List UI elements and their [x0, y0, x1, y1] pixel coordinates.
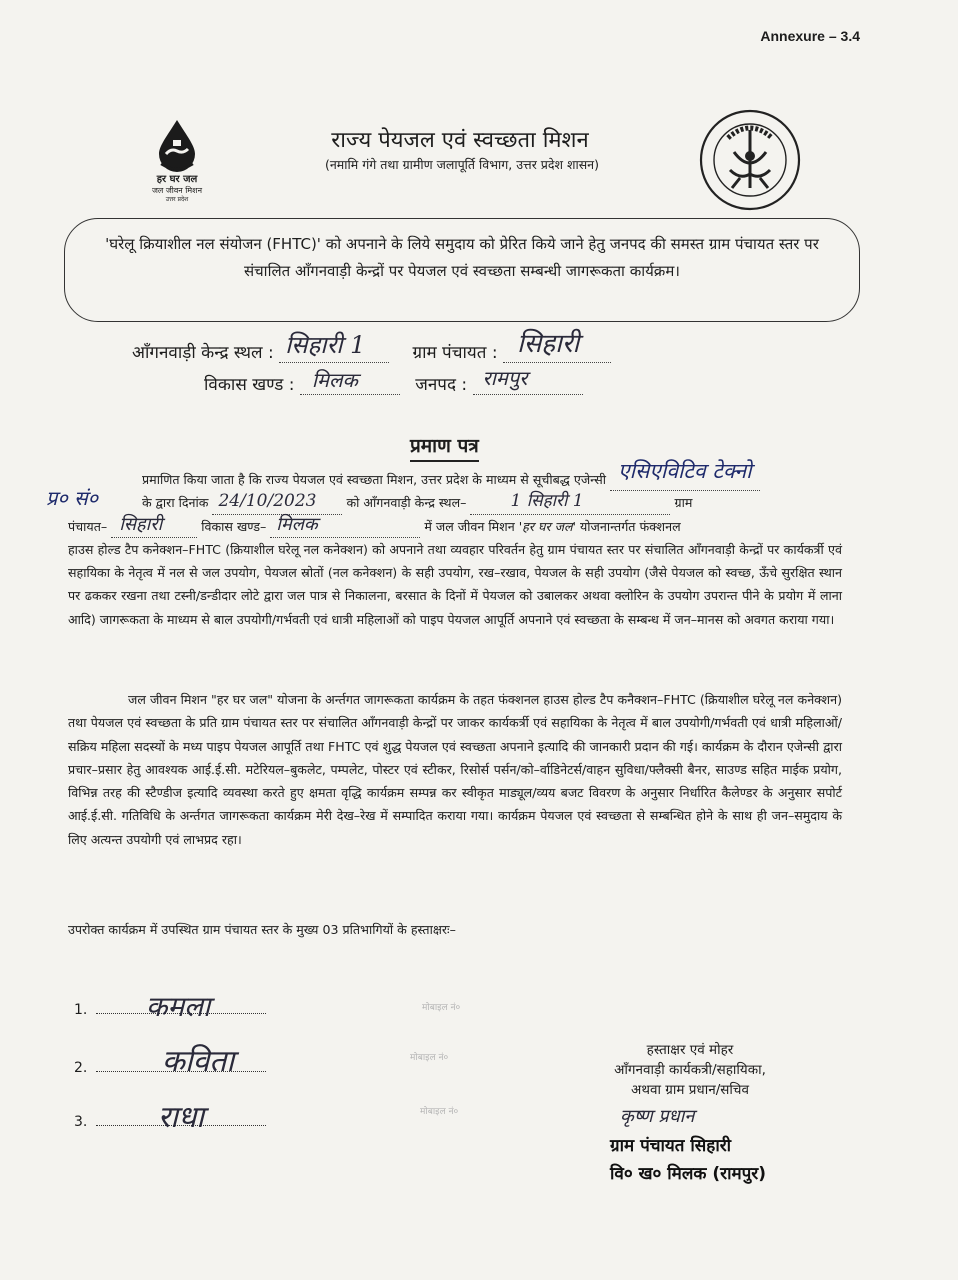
gp-line-blank: [111, 513, 197, 538]
block-blank: [300, 368, 400, 395]
block-handwritten: मिलक: [311, 368, 358, 392]
stamp-line-1: ग्राम पंचायत सिहारी: [610, 1136, 732, 1156]
block-label: विकास खण्ड :: [204, 375, 295, 395]
certificate-paragraph-2: जल जीवन मिशन "हर घर जल" योजना के अर्न्तगत जागरूकता कार्यक्रम के तहत फंक्शनल हाउस होल्ड टैप कनैक्शन–FHTC (क्रियाशील घरेलू नल कनेक्शन) तथा पेयजल एवं स्वच्छता के प्रति ग्राम पंचायत स्तर पर संचालित आँगनवाड़ी केन्द्रों पर जाकर कार्यकर्त्री एवं सहायिका के नेतृत्व में बाल उपयोगी/गर्भवती एवं धात्री महिलाओं/सक्रिय महिला सदस्यों के मध्य पाइप पेयजल आपूर्ति तथा FHTC एवं शुद्ध पेयजल एवं स्वच्छता अपनाने इत्यादि की जानकारी प्रदान की गई। कार्यक्रम के दौरान एजेन्सी द्वारा प्रचार–प्रसार हेतु आवश्यक आई.ई.सी. मटेरियल–बुकलेट, पम्पलेट, पोस्टर एवं स्टीकर, रिसोर्स पर्सन/को–र्वाडिनेटर्स/वाहन सुविधा/फ्लैक्सी बैनर, साउण्ड सहित माईक प्रयोग, विभिन्न तरह की स्टैण्डीज इत्यादि व्यवस्था करते हुए क्षमता वृद्धि कार्यक्रम सम्पन्न कर स्वीकृत माड्यूल/व्यय बजट विवरण के अनुसार निर्धारित कैलेण्डर के अनुसार सपोर्ट आई.ई.सी. गतिविधि के अर्न्तगत जागरूकता कार्यक्रम मेरी देख–रेख में सम्पादित कराया गया। कार्यक्रम पेयजल एवं स्वच्छता से सम्बन्धित होने के साथ ही जन–समुदाय के लिए अत्यन्त उपयोगी एवं लाभप्रद रहा।: [68, 692, 842, 847]
centre-label: आँगनवाड़ी केन्द्र स्थल :: [132, 343, 274, 363]
logo-line-1: हर घर जल: [156, 174, 198, 185]
participant-1-signature: कमला: [145, 990, 211, 1023]
logo-line-2: जल जीवन मिशन: [151, 186, 203, 195]
p1-text-d: ग्राम: [674, 495, 693, 511]
p1-text-f: विकास खण्ड–: [201, 518, 267, 534]
sign-role-line-2: अथवा ग्राम प्रधान/सचिव: [631, 1082, 749, 1098]
sign-role-line-1: आँगनवाड़ी कार्यकत्री/सहायिका,: [614, 1062, 766, 1078]
centre-line-blank: [470, 490, 670, 515]
agency-handwritten: एसिएविटिव टेक्नो: [618, 459, 752, 484]
participant-row-2: [74, 1044, 266, 1079]
certificate-title: प्रमाण पत्र: [410, 432, 479, 462]
participant-3-line: [96, 1100, 266, 1135]
p1-text-e: पंचायत–: [68, 518, 108, 534]
subject-box: 'घरेलू क्रियाशील नल संयोजन (FHTC)' को अपनाने के लिये समुदाय को प्रेरित किये जाने हेतु जनपद की समस्त ग्राम पंचायत स्तर पर संचालित आँगनवाड़ी केन्द्रों पर पेयजल एवं स्वच्छता सम्बन्धी जागरूकता कार्यक्रम।: [64, 218, 860, 322]
participant-row-3: [74, 1100, 266, 1135]
centre-blank: [279, 331, 389, 363]
gp-label: ग्राम पंचायत :: [412, 343, 498, 363]
para1-line-2: [68, 491, 842, 514]
annexure-label: Annexure – 3.4: [760, 28, 860, 44]
certificate-paragraph-3: उपरोक्त कार्यक्रम में उपस्थित ग्राम पंचायत स्तर के मुख्य 03 प्रतिभागियों के हस्ताक्षरः–: [68, 922, 456, 937]
p1-text-h: 'हर घर जल': [518, 518, 576, 534]
p1-text-i: योजनान्तर्गत फंक्शनल: [579, 518, 681, 534]
agency-blank: [610, 459, 760, 491]
centre-line-handwritten: 1 सिहारी 1: [510, 490, 584, 511]
certificate-paragraph-1: [68, 459, 842, 631]
date-handwritten: 24/10/2023: [218, 490, 317, 511]
district-label: जनपद :: [415, 375, 468, 395]
faint-label-3: मोबाइल नं०: [420, 1107, 459, 1117]
p1-text-g: में जल जीवन मिशन: [424, 518, 515, 534]
centre-handwritten: सिहारी 1: [285, 331, 366, 359]
p1-text-b: के द्वारा दिनांक: [142, 495, 209, 511]
participant-3-signature: राधा: [157, 1100, 205, 1135]
org-title: राज्य पेयजल एवं स्वच्छता मिशन: [331, 128, 589, 153]
participant-2-line: [96, 1044, 266, 1079]
gp-line-handwritten: सिहारी: [119, 513, 163, 535]
block-line-handwritten: मिलक: [276, 513, 318, 535]
authority-signature-block: [580, 1040, 800, 1100]
p1-text-c: को आँगनवाड़ी केन्द्र स्थल–: [346, 495, 467, 511]
block-line-blank: [270, 513, 420, 538]
district-handwritten: रामपुर: [482, 366, 528, 390]
faint-label-2: मोबाइल नं०: [410, 1053, 449, 1063]
date-blank: [212, 490, 342, 515]
gp-blank: [503, 329, 611, 363]
logo-line-3: उत्तर प्रदेश: [165, 196, 189, 203]
centre-field-row: [132, 329, 611, 363]
org-subtitle: (नमामि गंगे तथा ग्रामीण जलापूर्ति विभाग, उत्तर प्रदेश शासन): [324, 157, 599, 172]
up-government-seal-icon: [698, 108, 802, 212]
gram-panchayat-stamp: [610, 1132, 766, 1188]
sign-seal-label: हस्ताक्षर एवं मोहर: [646, 1042, 734, 1058]
margin-note: प्र० सं०: [46, 486, 99, 510]
stamp-line-2: वि० ख० मिलक (रामपुर): [610, 1164, 767, 1184]
block-field-row: [204, 366, 583, 395]
participant-1-line: [96, 990, 266, 1023]
pradhan-handwritten-sign: कृष्ण प्रधान: [620, 1106, 695, 1127]
har-ghar-jal-logo: [138, 118, 216, 204]
participant-1-num: 1.: [74, 1002, 88, 1018]
para1-rest: हाउस होल्ड टैप कनेक्शन–FHTC (क्रियाशील घरेलू नल कनेक्शन) को अपनाने तथा व्यवहार परिवर्तन हेतु ग्राम पंचायत स्तर पर संचालित आँगनवाड़ी केन्द्रों पर कार्यकर्त्री एवं सहायिका के नेतृत्व में नल से जल उपयोग, पेयजल स्रोतों (नल कनेक्शन) के सही उपयोग, रख–रखाव, पेयजल के सही उपयोग (जैसे पेयजल को स्वच्छ, ऊँचे सुरक्षित स्थान पर ढककर रखना तथा टस्नी/डन्डीदार लोटे द्वारा जल पात्र से निकालना, बरसात के दिनों में पेयजल को उबालकर अथवा क्लोरिन के उपयोग उपरान्त पीने के प्रयोग में लाना आदि) जागरूकता के माध्यम से बाल उपयोगी/गर्भवती एवं धात्री महिलाओं को पाइप पेयजल आपूर्ति अपनाने एवं स्वच्छता के सम्बन्ध में जन–मानस को अवगत कराया गया।: [68, 541, 842, 627]
faint-label-1: मोबाइल नं०: [422, 1003, 461, 1013]
water-drop-icon: [155, 118, 199, 172]
para1-line-3: [68, 515, 842, 538]
district-blank: [473, 366, 583, 395]
participant-row-1: [74, 990, 266, 1023]
para1-line-1: [68, 459, 842, 491]
gp-handwritten: सिहारी: [517, 329, 580, 359]
participant-2-signature: कविता: [161, 1044, 235, 1079]
participant-3-num: 3.: [74, 1114, 88, 1130]
participant-2-num: 2.: [74, 1060, 88, 1076]
p1-text-a: प्रमाणित किया जाता है कि राज्य पेयजल एवं स्वच्छता मिशन, उत्तर प्रदेश के माध्यम से सूचीबद्ध एजेन्सी: [142, 472, 606, 487]
